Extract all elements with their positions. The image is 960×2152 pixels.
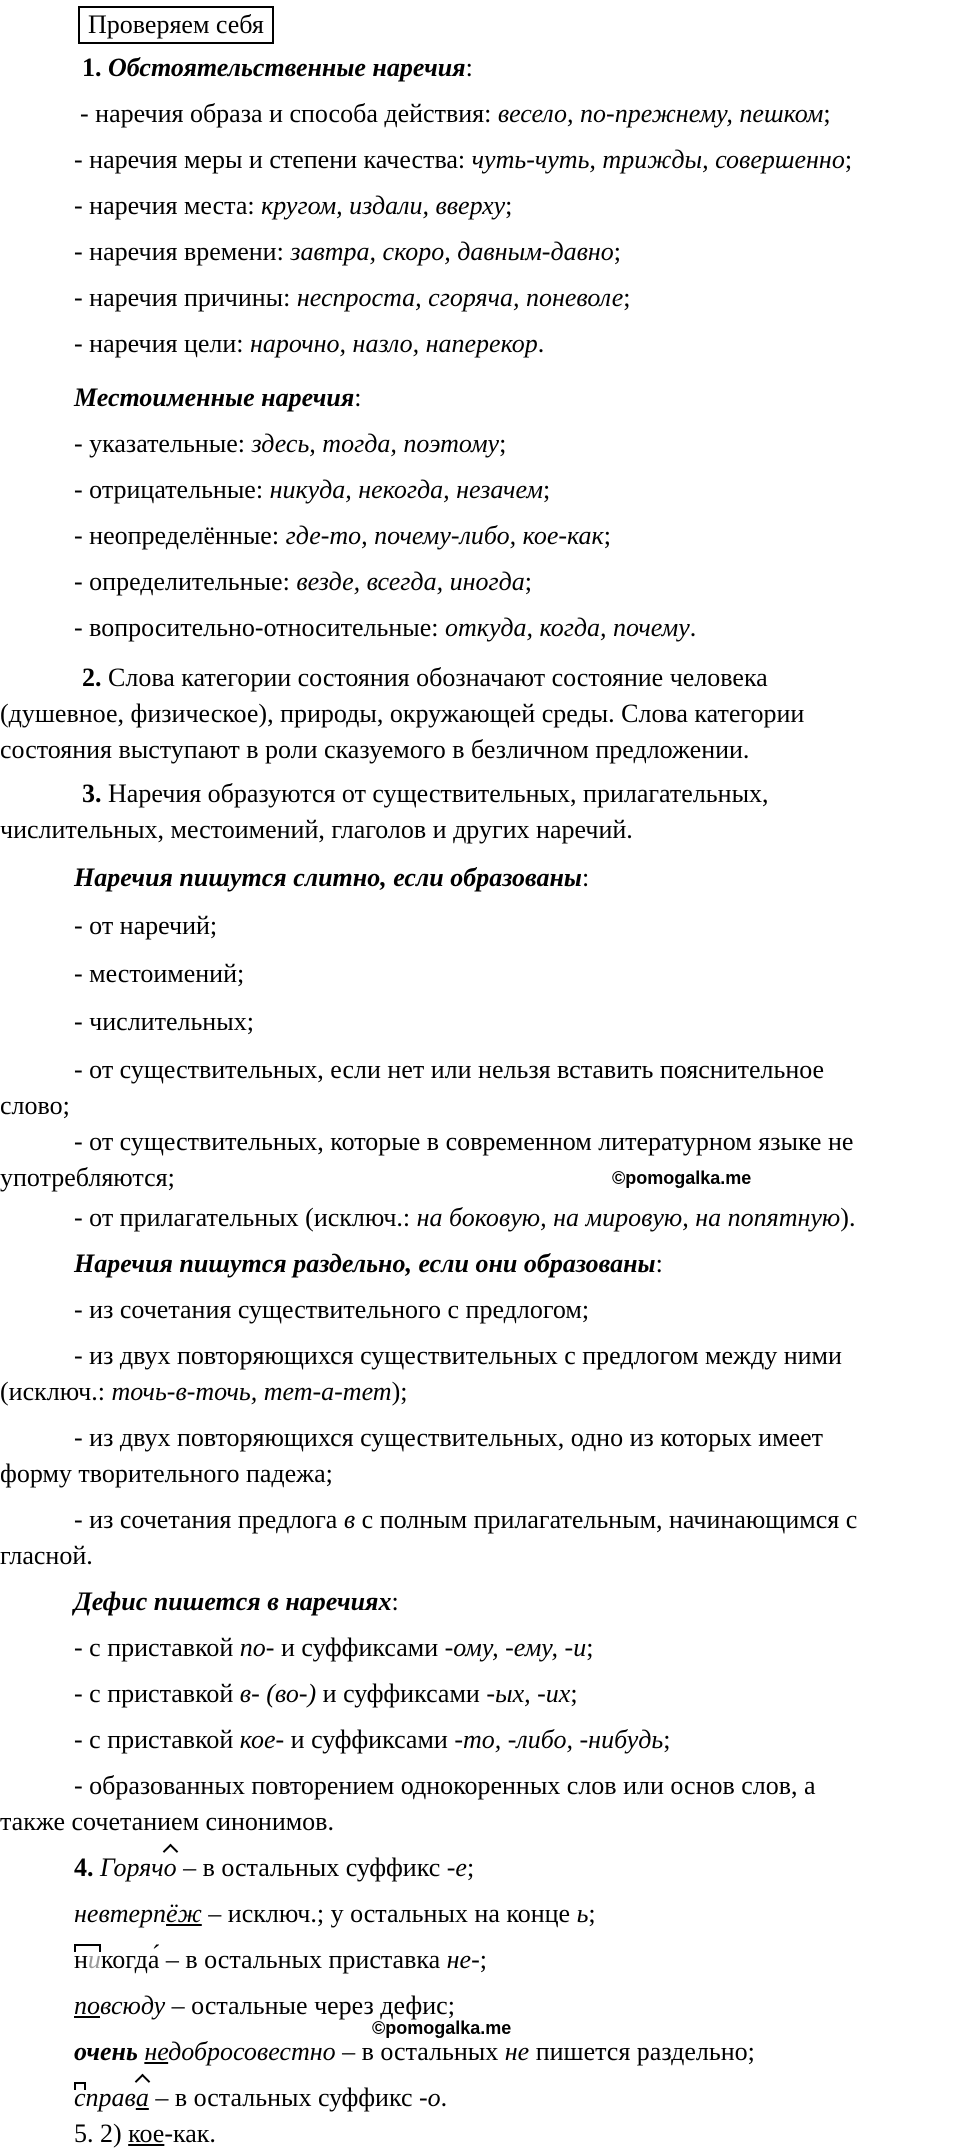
s1-row-4: - наречия времени: завтра, скоро, давным-давно; [74,237,622,266]
s3-q-1: - из сочетания существительного с предлогом; [74,1295,590,1324]
s1-row-2: - наречия меры и степени качества: чуть-чуть, трижды, совершенно; [74,145,853,174]
s3-heading-3: Дефис пишется в наречиях: [74,1587,399,1616]
s3-row-6: - от прилагательных (исключ.: на боковую, на мировую, на попятную). [74,1203,856,1232]
s3-q-3b: форму творительного падежа; [0,1459,333,1488]
s3-q-2b: (исключ.: точь-в-точь, тет-а-тет); [0,1377,408,1406]
s3-heading: Наречия пишутся слитно, если образованы: [74,863,590,892]
s4-word-1: 4. Горячо – в остальных суффикс -е; [74,1850,960,1886]
s4-word-6: справа – в остальных суффикс -о. [74,2080,960,2116]
s1-row-1: - наречия образа и способа действия: весело, по-прежнему, пешком; [80,99,831,128]
s3-d-4a: - образованных повторением однокоренных слов или основ слов, а [74,1771,816,1800]
s3-row-3: - числительных; [74,1007,254,1036]
s1-row-5: - наречия причины: неспроста, сгоряча, поневоле; [74,283,631,312]
s3-q-3a: - из двух повторяющихся существительных, одно из которых имеет [74,1423,824,1452]
s3-row-4a: - от существительных, если нет или нельзя вставить пояснительное [74,1055,825,1084]
s3-row-5b: употребляются; [0,1163,175,1192]
s3-d-2: - с приставкой в- (во-) и суффиксами -ых, -их; [74,1679,578,1708]
s1-row-6: - наречия цели: нарочно, назло, наперекор. [74,329,545,358]
s3-row-5a: - от существительных, которые в современном литературном языке не [74,1127,854,1156]
s3-row-4b: слово; [0,1091,70,1120]
s1-heading-2: Местоименные наречия: [74,383,362,412]
s4-word-4: повсюду – остальные через дефис; [74,1991,455,2020]
s4-word-5: очень недобросовестно – в остальных не пишется раздельно; [74,2037,755,2066]
s3-d-1: - с приставкой по- и суффиксами -ому, -ему, -и; [74,1633,594,1662]
s2-line-1: 2. Слова категории состояния обозначают состояние человека [82,663,768,692]
s3-d-4b: также сочетанием синонимов. [0,1807,334,1836]
s1-row2-3: - неопределённые: где-то, почему-либо, кое-как; [74,521,611,550]
s3-line-1: 3. Наречия образуются от существительных, прилагательных, [82,779,769,808]
s3-d-3: - с приставкой кое- и суффиксами -то, -либо, -нибудь; [74,1725,671,1754]
s4-word-3: никогда́ – в остальных приставка не-; [74,1942,960,1978]
watermark-2: ©pomogalka.me [372,2018,512,2038]
s5-answer: 5. 2) кое-как. [74,2119,216,2148]
s1-row2-4: - определительные: везде, всегда, иногда; [74,567,533,596]
s3-row-1: - от наречий; [74,911,218,940]
s1-row2-5: - вопросительно-относительные: откуда, когда, почему. [74,613,697,642]
s3-heading-2: Наречия пишутся раздельно, если они образованы: [74,1249,663,1278]
s2-line-3: состояния выступают в роли сказуемого в безличном предложении. [0,735,750,764]
watermark-1: ©pomogalka.me [612,1168,752,1188]
s4-word-2: невтерпёж – исключ.; у остальных на конце ь; [74,1899,596,1928]
section-title: Проверяем себя [78,6,274,44]
s1-row2-1: - указательные: здесь, тогда, поэтому; [74,429,507,458]
s1-row2-2: - отрицательные: никуда, некогда, незачем; [74,475,551,504]
s1-row-3: - наречия места: кругом, издали, вверху; [74,191,513,220]
s3-q-2a: - из двух повторяющихся существительных с предлогом между ними [74,1341,842,1370]
s2-line-2: (душевное, физическое), природы, окружающей среды. Слова категории [0,699,805,728]
s1-heading: 1. Обстоятельственные наречия: [82,53,473,82]
s3-q-4b: гласной. [0,1541,93,1570]
s3-row-2: - местоимений; [74,959,245,988]
s3-line-2: числительных, местоимений, глаголов и других наречий. [0,815,633,844]
s3-q-4a: - из сочетания предлога в с полным прилагательным, начинающимся с [74,1505,858,1534]
